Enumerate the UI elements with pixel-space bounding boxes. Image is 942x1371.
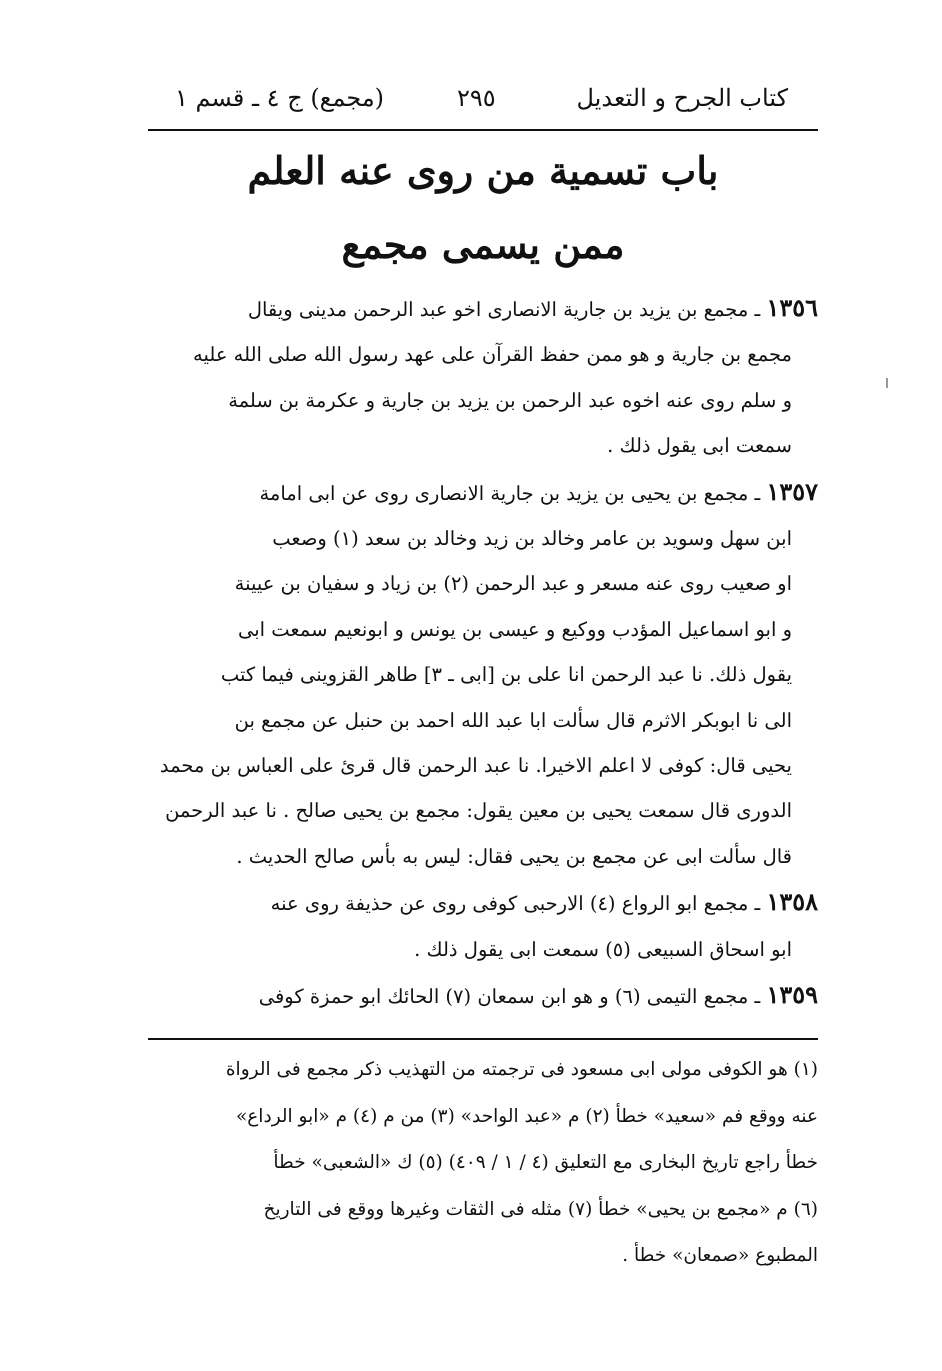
entry-number: ١٣٥٦ (766, 293, 818, 322)
entry-line: ابو اسحاق السبيعى (٥) سمعت ابى يقول ذلك . (414, 937, 792, 961)
entry-text: ـ مجمع التيمى (٦) و هو ابن سمعان (٧) الحائك ابو حمزة كوفى (258, 985, 761, 1009)
book-title: كتاب الجرح و التعديل (576, 84, 788, 112)
header-rule (148, 129, 818, 131)
entry-line (152, 879, 818, 926)
entry-line (152, 285, 818, 332)
footnote-line: عنه ووقع فم «سعيد» خطأ (٢) م «عبد الواحد» (٣) من م (٤) م «ابو الرداع» (235, 1105, 818, 1127)
entry-line (152, 469, 818, 516)
entry-line: مجمع بن جارية و هو ممن حفظ القرآن على عهد رسول الله صلى الله عليه (193, 343, 792, 367)
margin-mark (886, 378, 888, 388)
entry-number: ١٣٥٨ (766, 887, 818, 917)
entry-text: ـ مجمع بن يزيد بن جارية الانصارى اخو عبد الرحمن مدينى ويقال (247, 298, 761, 321)
entry-number: ١٣٥٩ (766, 980, 818, 1010)
footnote-line: (١) هو الكوفى مولى ابى مسعود فى ترجمته من التهذيب ذكر مجمع فى الرواة (225, 1059, 818, 1080)
entries-body (152, 285, 818, 1020)
footnote-rule (148, 1038, 818, 1040)
footnote-line: (٦) م «مجمع بن يحيى» خطأ (٧) مثله فى الثقات وغيرها ووقع فى التاريخ (263, 1198, 818, 1220)
entry-number: ١٣٥٧ (766, 476, 818, 506)
entry-line: يحيى قال: كوفى لا اعلم الاخيرا. نا عبد الرحمن قال قرئ على العباس بن محمد (159, 754, 792, 778)
entry-line: الى نا ابوبكر الاثرم قال سألت ابا عبد الله احمد بن حنبل عن مجمع بن (234, 708, 792, 732)
entry-line: ابن سهل وسويد بن عامر وخالد بن زيد وخالد بن سعد (١) وصعب (272, 527, 792, 551)
footnote-line: خطأ راجع تاريخ البخارى مع التعليق (٤ / ١ / ٤٠٩) (٥) ك «الشعبى» خطأ (273, 1152, 818, 1173)
chapter-title-line-1: باب تسمية من روى عنه العلم (247, 148, 719, 193)
entry-line: الدورى قال سمعت يحيى بن معين يقول: مجمع بن يحيى صالح . نا عبد الرحمن (165, 799, 792, 823)
entry-text: ـ مجمع بن يحيى بن يزيد بن جارية الانصارى روى عن ابى امامة (259, 481, 761, 505)
entry-line: و سلم روى عنه اخوه عبد الرحمن بن يزيد بن جارية و عكرمة بن سلمة (228, 388, 792, 412)
entry-line: و ابو اسماعيل المؤدب ووكيع و عيسى بن يونس و ابونعيم سمعت ابى (237, 617, 792, 641)
entry-line: يقول ذلك. نا عبد الرحمن انا على بن [ابى ـ ٣] طاهر القزوينى فيما كتب (220, 663, 792, 687)
entry-line: قال سألت ابى عن مجمع بن يحيى فقال: ليس به بأس صالح الحديث . (236, 844, 792, 868)
volume-part: (مجمع) ج ٤ ـ قسم ١ (175, 84, 385, 112)
footnotes (152, 1047, 818, 1280)
entry-line (152, 972, 818, 1019)
footnote-line: المطبوع «صمعان» خطأ . (622, 1245, 818, 1266)
entry-text: ـ مجمع ابو الرواع (٤) الارحبى كوفى روى عن حذيفة روى عنه (270, 892, 761, 916)
chapter-title-line-2: ممن يسمى مجمع (341, 222, 625, 267)
entry-line: او صعيب روى عنه مسعر و عبد الرحمن (٢) بن زياد و سفيان بن عيينة (234, 572, 792, 596)
running-head (175, 78, 788, 118)
page-number: ٢٩٥ (457, 84, 496, 112)
entry-line: سمعت ابى يقول ذلك . (607, 434, 792, 458)
